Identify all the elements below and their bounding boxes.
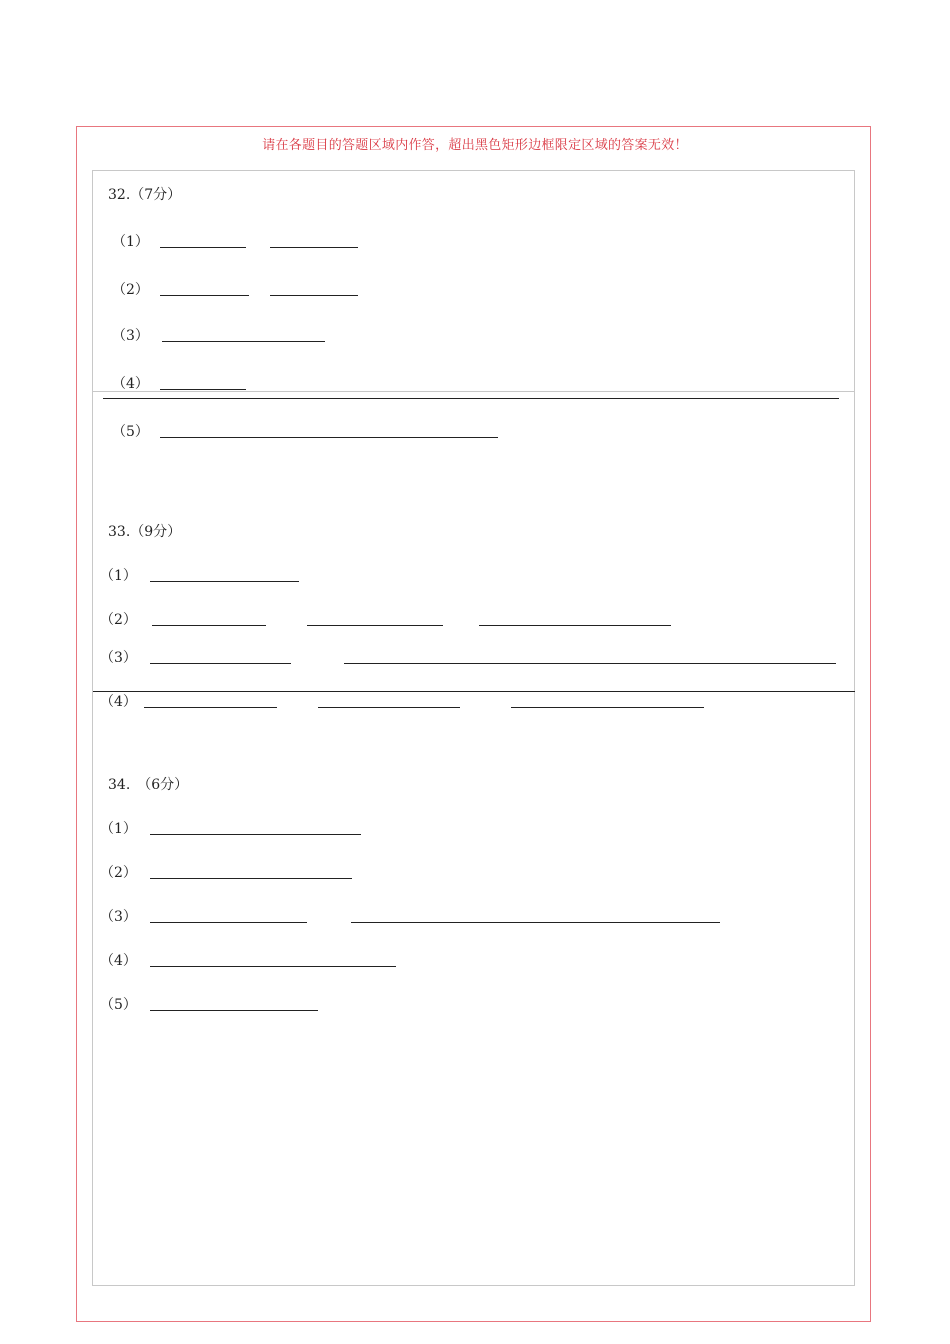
q32-item-2-label: （2）	[112, 282, 149, 298]
q33-item-2-label: （2）	[100, 612, 137, 628]
q34-item-5-label: （5）	[100, 997, 137, 1013]
q33-2-blank-b[interactable]	[307, 625, 443, 626]
q34-4-blank[interactable]	[150, 966, 396, 967]
divider-line	[103, 398, 839, 399]
q33-item-4-label: （4）	[100, 694, 137, 710]
q34-item-2-label: （2）	[100, 865, 137, 881]
q33-item-1-label: （1）	[100, 568, 137, 584]
q32-1-blank-a[interactable]	[160, 247, 246, 248]
q34-3-blank-b[interactable]	[351, 922, 720, 923]
q32-2-blank-b[interactable]	[270, 295, 358, 296]
q32-2-blank-a[interactable]	[160, 295, 249, 296]
q34-2-blank[interactable]	[150, 878, 352, 879]
q34-item-1-label: （1）	[100, 821, 137, 837]
q33-2-blank-a[interactable]	[152, 625, 266, 626]
q32-4-blank[interactable]	[160, 389, 246, 390]
q32-item-4-label: （4）	[112, 376, 149, 392]
q33-4-blank-a[interactable]	[144, 707, 277, 708]
q32-item-3-label: （3）	[112, 328, 149, 344]
question-32-title: 32.（7分）	[108, 187, 182, 203]
q34-item-3-label: （3）	[100, 909, 137, 925]
q32-1-blank-b[interactable]	[270, 247, 358, 248]
q33-1-blank[interactable]	[150, 581, 299, 582]
q33-3-blank-b[interactable]	[344, 663, 836, 664]
divider-line	[93, 691, 855, 692]
q33-4-blank-b[interactable]	[318, 707, 460, 708]
q33-2-blank-c[interactable]	[479, 625, 671, 626]
q34-1-blank[interactable]	[150, 834, 361, 835]
q34-3-blank-a[interactable]	[150, 922, 307, 923]
question-34-title: 34. （6分）	[108, 777, 189, 793]
q33-3-blank-a[interactable]	[150, 663, 291, 664]
q32-item-1-label: （1）	[112, 234, 149, 250]
question-33-title: 33.（9分）	[108, 524, 182, 540]
divider-line-gray	[93, 391, 854, 392]
answer-box	[92, 170, 855, 1286]
q33-item-3-label: （3）	[100, 650, 137, 666]
q32-5-blank[interactable]	[160, 437, 498, 438]
q32-item-5-label: （5）	[112, 424, 149, 440]
answer-area-notice: 请在各题目的答题区域内作答，超出黑色矩形边框限定区域的答案无效！	[262, 138, 688, 153]
q32-3-blank[interactable]	[162, 341, 325, 342]
q34-5-blank[interactable]	[150, 1010, 318, 1011]
q33-4-blank-c[interactable]	[511, 707, 704, 708]
q34-item-4-label: （4）	[100, 953, 137, 969]
